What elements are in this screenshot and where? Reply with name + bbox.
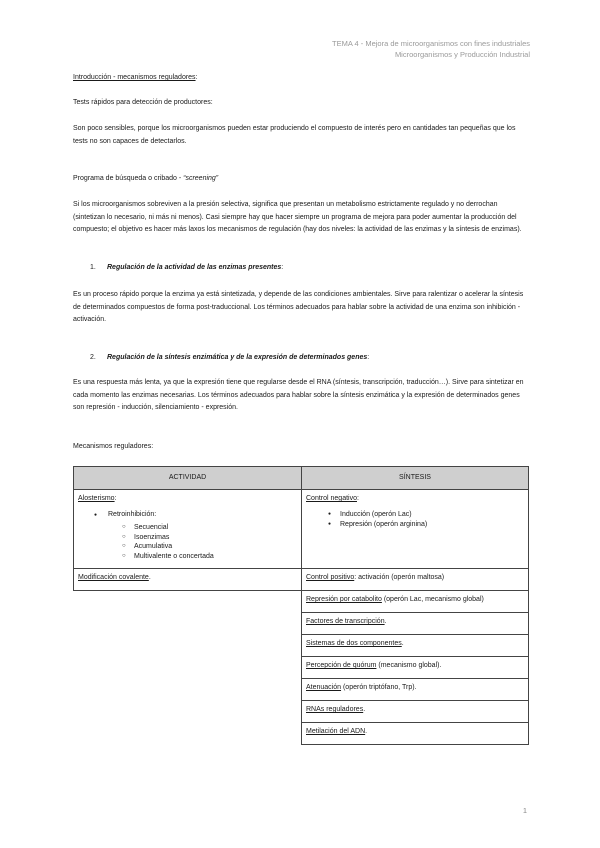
atenuacion-label: Atenuación <box>306 684 342 691</box>
control-positivo-label: Control positivo <box>306 574 355 581</box>
mechanisms-table <box>73 466 529 745</box>
percepcion-rest: (mecanismo global) <box>376 662 440 669</box>
cell-atenuacion: Atenuación (operón triptófano, Trp). <box>302 679 529 701</box>
header-line-2: Microorganismos y Producción Industrial <box>394 50 530 59</box>
percepcion-label: Percepción de quórum <box>306 662 377 669</box>
section-1-title: Regulación de la actividad de las enzimas presentes <box>107 264 282 271</box>
table-header-row <box>74 467 529 490</box>
retro-type-item: ○ Secuencial <box>78 523 297 533</box>
mechanisms-title: Mecanismos reguladores: <box>73 443 154 450</box>
represion-catabolito-rest: (operón Lac, mecanismo global) <box>381 596 484 603</box>
section-1-heading: 1. Regulación de la actividad de las enzimas presentes: <box>90 262 547 275</box>
table-row <box>74 657 529 679</box>
retro-type-item: ○ Acumulativa <box>78 542 297 552</box>
cell-rnas: RNAs reguladores. <box>302 701 529 723</box>
control-negativo-label: Control negativo <box>306 495 357 502</box>
intro-title-colon: : <box>195 74 198 81</box>
table-row <box>74 613 529 635</box>
section-2-title: Regulación de la síntesis enzimática y de la expresión de determinados genes <box>107 354 368 361</box>
cell-control-positivo <box>302 569 529 591</box>
intro-title: Introducción - mecanismos reguladores <box>73 74 196 81</box>
atenuacion-rest: (operón triptófano, Trp) <box>341 684 415 691</box>
tests-body: Son poco sensibles, porque los microorganismos pueden estar produciendo el compuesto de interés pero en cantidades tan pequeñas que los tests no son capaces de detectarlos. <box>73 125 516 145</box>
cell-sistemas: Sistemas de dos componentes. <box>302 635 529 657</box>
col-header-actividad: ACTIVIDAD <box>74 467 302 490</box>
section-1-body: Es un proceso rápido porque la enzima ya está sintetizada, y depende de las condiciones ambientales. Sirve para ralentizar o acelerar la síntesis de determinados compuestos de forma post-traduccional. Los términos adecuados para hablar sobre la actividad de una enzima son inhibición - activación. <box>73 291 524 324</box>
retroinhibicion-item: ● Retroinhibición: <box>78 510 297 520</box>
intro-heading <box>73 72 530 85</box>
cell-metilacion: Metilación del ADN. <box>302 723 529 745</box>
table-row <box>74 490 529 569</box>
retro-type-item: ○ Isoenzimas <box>78 533 297 543</box>
represion-catabolito-label: Represión por catabolito <box>306 596 382 603</box>
table-row <box>74 701 529 723</box>
program-heading <box>73 173 530 186</box>
program-title-prefix: Programa de búsqueda o cribado - <box>73 175 184 182</box>
modificacion-label: Modificación covalente <box>78 574 149 581</box>
cell-factores: Factores de transcripción. <box>302 613 529 635</box>
page-number: 1 <box>522 806 527 815</box>
program-body: Si los microorganismos sobreviven a la presión selectiva, significa que presentan un metabolismo estrictamente regulado y no derrochan (sintetizan lo necesario, ni más ni menos). Casi siempre hay que hacer siempre un programa de mejora para poder aumentar la producción del compuesto; el objetivo es hacer más laxos los mecanismos de regulación (hay dos niveles: la actividad de las enzimas y la síntesis de enzimas). <box>73 201 522 234</box>
program-title-term: “screening” <box>183 175 219 182</box>
header-line-1: TEMA 4 - Mejora de microorganismos con fines industriales <box>332 39 530 48</box>
section-1-number: 1. <box>90 264 96 271</box>
cell-represion-catabolito <box>302 591 529 613</box>
section-2-heading: 2. Regulación de la síntesis enzimática y de la expresión de determinados genes: <box>90 352 547 365</box>
neg-item: ● Inducción (operón Lac) <box>306 510 524 520</box>
section-2-body: Es una respuesta más lenta, ya que la expresión tiene que regularse desde el RNA (síntesis, transcripción, traducción…). Sirve para sintetizar en cada momento las enzimas necesarias. Los términos adecuados para hablar sobre la síntesis enzimática y la expresión de determinados genes son represión - inducción, silenciamiento - expresión. <box>73 379 524 412</box>
retro-type-item: ○ Multivalente o concertada <box>78 552 297 562</box>
rnas-label: RNAs reguladores <box>306 706 364 713</box>
tests-title: Tests rápidos para detección de productores: <box>73 99 213 106</box>
alosterismo-label: Alosterismo <box>78 495 115 502</box>
metilacion-label: Metilación del ADN <box>306 728 366 735</box>
factores-label: Factores de transcripción <box>306 618 385 625</box>
col-header-sintesis: SÍNTESIS <box>302 467 529 490</box>
cell-alosterismo: Alosterismo: ● Retroinhibición: ○ Secuencial ○ Isoenzimas ○ Acumulativa ○ Multivalente o concertada <box>74 490 302 569</box>
neg-item: ● Represión (operón arginina) <box>306 520 524 530</box>
table-row <box>74 723 529 745</box>
cell-modificacion: Modificación covalente. <box>74 569 302 591</box>
table-row <box>74 635 529 657</box>
control-positivo-rest: : activación (operón maltosa) <box>354 574 445 581</box>
sistemas-label: Sistemas de dos componentes <box>306 640 402 647</box>
running-header <box>332 38 530 60</box>
cell-percepcion: Percepción de quórum (mecanismo global). <box>302 657 529 679</box>
section-2-number: 2. <box>90 354 96 361</box>
table-row <box>74 679 529 701</box>
table-row <box>74 591 529 613</box>
cell-control-negativo: Control negativo: ● Inducción (operón Lac) ● Represión (operón arginina) <box>302 490 529 569</box>
table-row <box>74 569 529 591</box>
